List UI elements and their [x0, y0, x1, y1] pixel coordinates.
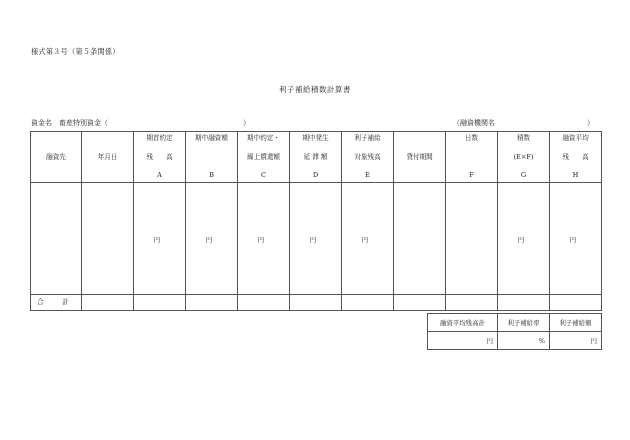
table-cell: [290, 183, 342, 295]
table-total-row: [31, 295, 602, 311]
total-cell: [446, 295, 498, 311]
column-header-letter: C: [260, 171, 267, 180]
total-cell: [342, 295, 394, 311]
table-cell: [134, 183, 186, 295]
column-header: [238, 132, 290, 183]
table-cell: [82, 183, 134, 295]
summary-value-unit: %: [498, 332, 550, 350]
column-header-stack: [238, 135, 289, 179]
fund-name-label: 資金名 畜産特別資金（: [31, 119, 108, 127]
total-label: 合 計: [31, 295, 82, 311]
yen-unit: 円: [517, 235, 525, 244]
column-header-letter: B: [209, 171, 214, 180]
table-cell: [394, 183, 446, 295]
column-header-line: 延 滞 額: [303, 152, 328, 161]
column-header-letter: F: [469, 171, 474, 180]
column-header: [342, 132, 394, 183]
column-header-letter: H: [572, 171, 579, 180]
summary-value-unit: 円: [550, 332, 602, 350]
column-header-letter: E: [365, 171, 370, 180]
fund-name-close: ）: [243, 119, 250, 127]
column-header-line: 残 高: [562, 152, 589, 161]
column-header: [31, 132, 82, 183]
calculation-table: [30, 131, 602, 311]
column-header-line: 期中約定・: [247, 134, 280, 142]
column-header-line: 利子補給: [354, 134, 381, 142]
column-header-line: 繰上償還額: [247, 152, 280, 161]
column-header: [82, 132, 134, 183]
table-cell: [446, 183, 498, 295]
table-body-row: [31, 183, 602, 295]
yen-unit: 円: [153, 235, 161, 244]
column-header-stack: [498, 135, 549, 179]
column-header: [446, 132, 498, 183]
column-header-line: 貸付期間: [406, 152, 433, 161]
summary-value-unit: 円: [428, 332, 498, 350]
column-header-line: 融資先: [46, 152, 66, 161]
total-cell: [290, 295, 342, 311]
column-header-line: 残 高: [146, 152, 173, 161]
column-header-stack: [134, 135, 185, 179]
document-title: 利子補給積数計算書: [279, 85, 351, 94]
column-header-letter: G: [520, 171, 527, 180]
column-header-stack: [550, 135, 601, 179]
column-header: [550, 132, 602, 183]
column-header-line: (E×F): [513, 152, 534, 161]
column-header-stack: [31, 135, 81, 179]
table-cell: [186, 183, 238, 295]
yen-unit: 円: [309, 235, 317, 244]
summary-header-row: [428, 314, 602, 332]
summary-header: 利子補給額: [550, 314, 602, 332]
column-header-line: 融資平均: [562, 134, 589, 142]
column-header-line: 積数: [516, 134, 531, 142]
total-cell: [550, 295, 602, 311]
column-header-line: 期中融資額: [195, 134, 228, 142]
column-header: [186, 132, 238, 183]
table-cell: [238, 183, 290, 295]
total-cell: [498, 295, 550, 311]
column-header-letter: A: [157, 171, 162, 180]
column-header-letter: D: [312, 171, 319, 180]
total-cell: [394, 295, 446, 311]
table-cell: [498, 183, 550, 295]
column-header-stack: [342, 135, 393, 179]
total-cell: [82, 295, 134, 311]
yen-unit: 円: [569, 235, 577, 244]
yen-unit: 円: [361, 235, 369, 244]
column-header-line: 対象残高: [354, 152, 381, 161]
column-header-line: 期首約定: [146, 134, 173, 142]
summary-header: 利子補給率: [498, 314, 550, 332]
column-header: [394, 132, 446, 183]
table-header-row: [31, 132, 602, 183]
column-header-line: 期中発生: [302, 134, 329, 142]
column-header: [498, 132, 550, 183]
column-header-stack: [82, 135, 133, 179]
total-cell: [186, 295, 238, 311]
institution-label: （融資機関名: [453, 119, 495, 127]
summary-value-row: [428, 332, 602, 350]
column-header: [290, 132, 342, 183]
column-header-stack: [186, 135, 237, 179]
yen-unit: 円: [257, 235, 265, 244]
total-cell: [238, 295, 290, 311]
column-header-line: 年月日: [97, 152, 118, 161]
table-cell: [342, 183, 394, 295]
table-cell: [31, 183, 82, 295]
column-header-stack: [290, 135, 341, 179]
column-header: [134, 132, 186, 183]
fund-line: [31, 118, 601, 130]
form-number: 様式第３号（第５条関係）: [31, 47, 120, 56]
total-cell: [134, 295, 186, 311]
column-header-line: 日数: [464, 134, 479, 142]
institution-close: ）: [587, 119, 594, 127]
column-header-stack: [394, 135, 445, 179]
summary-header: 融資平均残高計: [428, 314, 498, 332]
summary-table: [427, 313, 602, 350]
column-header-stack: [446, 135, 497, 179]
yen-unit: 円: [205, 235, 213, 244]
table-cell: [550, 183, 602, 295]
